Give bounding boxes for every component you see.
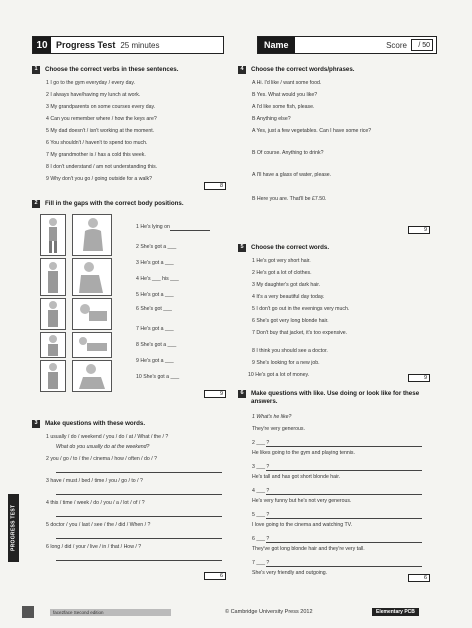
s1-item[interactable]: 8 I don't understand / am not understanding this. bbox=[46, 164, 158, 170]
answer-line[interactable] bbox=[266, 518, 422, 519]
answer-line[interactable] bbox=[56, 560, 222, 561]
footer-code: Elementary PCB bbox=[372, 608, 419, 616]
s4-item[interactable]: B Here you are. That'll be £7.50. bbox=[252, 196, 327, 202]
s5-item[interactable]: 6 She's got very long blonde hair. bbox=[252, 318, 329, 324]
section-3-instruction: Make questions with these words. bbox=[45, 420, 146, 427]
s1-item[interactable]: 4 Can you remember where / how the keys are? bbox=[46, 116, 157, 122]
section-3-heading bbox=[32, 420, 232, 428]
s3-item[interactable]: 2 you / go / to / the / cinema / how / often / do / ? bbox=[46, 456, 158, 462]
body-position-image bbox=[72, 258, 112, 296]
page-footer bbox=[0, 606, 472, 620]
s6-item[interactable]: 6 ___ ? bbox=[252, 536, 270, 542]
s3-item[interactable]: 6 long / did / your / live / in / that / How / ? bbox=[46, 544, 142, 550]
s5-item[interactable]: 8 I think you should see a doctor. bbox=[252, 348, 328, 354]
section-4-number: 4 bbox=[238, 66, 246, 74]
answer-line[interactable] bbox=[266, 446, 422, 447]
s4-item[interactable]: B Yes. What would you like? bbox=[252, 92, 318, 98]
s1-item[interactable]: 1 I go to the gym everyday / every day. bbox=[46, 80, 135, 86]
s6-item[interactable]: 4 ___ ? bbox=[252, 488, 270, 494]
body-position-image bbox=[40, 360, 66, 392]
section-6-instruction: Make questions with like. Use doing or look like for these answers. bbox=[251, 390, 420, 405]
body-position-image bbox=[72, 360, 112, 392]
footer-page-tab bbox=[22, 606, 34, 618]
answer-line[interactable] bbox=[266, 566, 422, 567]
section-4-instruction: Choose the correct words/phrases. bbox=[251, 66, 355, 73]
s6-answer: They've got long blonde hair and they're very tall. bbox=[252, 546, 365, 552]
s2-item[interactable]: 6 She's got ___ bbox=[136, 306, 172, 312]
s3-item[interactable]: 4 this / time / week / do / you / a / lot / of / ? bbox=[46, 500, 145, 506]
s3-example-answer: What do you usually do at the weekend? bbox=[56, 444, 150, 450]
s5-item[interactable]: 2 He's got a lot of clothes. bbox=[252, 270, 312, 276]
s3-item[interactable]: 3 have / must / bed / time / you / go / to / ? bbox=[46, 478, 143, 484]
body-position-image bbox=[72, 214, 112, 256]
section-4-heading bbox=[238, 66, 438, 74]
footer-copyright: © Cambridge University Press 2012 bbox=[225, 609, 313, 615]
s3-score-box[interactable]: 6 bbox=[204, 572, 226, 580]
score-label: Score bbox=[386, 40, 407, 50]
answer-line[interactable] bbox=[266, 470, 422, 471]
s1-item[interactable]: 9 Why don't you go / going outside for a walk? bbox=[46, 176, 152, 182]
answer-line[interactable] bbox=[56, 494, 222, 495]
section-2-heading bbox=[32, 200, 232, 208]
s6-item[interactable]: 3 ___ ? bbox=[252, 464, 270, 470]
s4-item[interactable]: A Hi. I'd like / want some food. bbox=[252, 80, 322, 86]
s6-answer: He likes going to the gym and playing tennis. bbox=[252, 450, 355, 456]
s6-item[interactable]: 7 ___ ? bbox=[252, 560, 270, 566]
s5-item[interactable]: 9 She's looking for a new job. bbox=[252, 360, 320, 366]
s1-item[interactable]: 2 I always have/having my lunch at work. bbox=[46, 92, 141, 98]
s6-score-box[interactable]: 6 bbox=[408, 574, 430, 582]
section-5-number: 5 bbox=[238, 244, 246, 252]
s5-item[interactable]: 4 It's a very beautiful day today. bbox=[252, 294, 325, 300]
section-6-number: 6 bbox=[238, 390, 246, 398]
s4-item[interactable]: B Of course. Anything to drink? bbox=[252, 150, 324, 156]
section-1-number: 1 bbox=[32, 66, 40, 74]
s6-answer: He's tall and has got short blonde hair. bbox=[252, 474, 341, 480]
s1-item[interactable]: 3 My grandparents on some courses every day. bbox=[46, 104, 156, 110]
section-3-number: 3 bbox=[32, 420, 40, 428]
s2-score-box[interactable]: 9 bbox=[204, 390, 226, 398]
footer-series: face2face Second edition bbox=[50, 609, 171, 616]
body-position-image bbox=[72, 298, 112, 330]
s2-item[interactable]: 5 He's got a ___ bbox=[136, 292, 174, 298]
s5-item[interactable]: 7 Don't buy that jacket, it's too expensive. bbox=[252, 330, 348, 336]
s2-item[interactable]: 1 He's lying on bbox=[136, 224, 170, 230]
s6-item[interactable]: 2 ___ ? bbox=[252, 440, 270, 446]
s6-answer: She's very friendly and outgoing. bbox=[252, 570, 328, 576]
s1-item[interactable]: 7 My grandmother is / has a cold this week. bbox=[46, 152, 146, 158]
s5-item[interactable]: 3 My daughter's got dark hair. bbox=[252, 282, 321, 288]
s5-item[interactable]: 1 He's got very short hair. bbox=[252, 258, 311, 264]
answer-line[interactable] bbox=[266, 494, 422, 495]
s1-item[interactable]: 5 My dad doesn't / isn't working at the moment. bbox=[46, 128, 155, 134]
s2-item[interactable]: 8 She's got a ___ bbox=[136, 342, 177, 348]
answer-line[interactable] bbox=[266, 542, 422, 543]
s6-item[interactable]: 5 ___ ? bbox=[252, 512, 270, 518]
answer-line[interactable] bbox=[56, 472, 222, 473]
s2-item[interactable]: 10 She's got a ___ bbox=[136, 374, 180, 380]
s2-item[interactable]: 9 He's got a ___ bbox=[136, 358, 174, 364]
s5-score-box[interactable]: 9 bbox=[408, 374, 430, 382]
s4-item[interactable]: A I'll have a glass of water, please. bbox=[252, 172, 332, 178]
body-position-image bbox=[40, 214, 66, 256]
s4-item[interactable]: B Anything else? bbox=[252, 116, 291, 122]
answer-line[interactable] bbox=[170, 230, 210, 231]
s6-answer: He's very funny but he's not very generous. bbox=[252, 498, 352, 504]
body-position-image bbox=[40, 332, 66, 358]
body-position-image bbox=[72, 332, 112, 358]
s6-answer: They're very generous. bbox=[252, 426, 305, 432]
answer-line[interactable] bbox=[56, 538, 222, 539]
s5-item[interactable]: 10 He's got a lot of money. bbox=[248, 372, 310, 378]
test-duration: 25 minutes bbox=[120, 40, 160, 50]
section-1-heading bbox=[32, 66, 232, 74]
s6-item: 1 What's he like? bbox=[252, 414, 292, 420]
s2-item[interactable]: 4 He's ___ his ___ bbox=[136, 276, 179, 282]
answer-line[interactable] bbox=[56, 516, 222, 517]
body-position-image bbox=[40, 258, 66, 296]
section-2-number: 2 bbox=[32, 200, 40, 208]
s5-item[interactable]: 5 I don't go out in the evenings very much. bbox=[252, 306, 350, 312]
name-score-header bbox=[257, 36, 437, 54]
s6-answer: I love going to the cinema and watching TV. bbox=[252, 522, 353, 528]
s1-item[interactable]: 6 You shouldn't / haven't to spend too much. bbox=[46, 140, 148, 146]
s4-item[interactable]: A Yes, just a few vegetables. Can I have some rice? bbox=[252, 128, 372, 134]
s3-item[interactable]: 5 doctor / you / last / see / the / did / When / ? bbox=[46, 522, 151, 528]
name-label: Name bbox=[258, 37, 295, 53]
section-5-heading bbox=[238, 244, 438, 252]
s2-item[interactable]: 3 He's got a ___ bbox=[136, 260, 174, 266]
body-position-image bbox=[40, 298, 66, 330]
test-header bbox=[32, 36, 224, 54]
s2-item[interactable]: 7 He's got a ___ bbox=[136, 326, 174, 332]
s4-score-box[interactable]: 9 bbox=[408, 226, 430, 234]
s1-score-box[interactable]: 8 bbox=[204, 182, 226, 190]
s4-item[interactable]: A I'd like some fish, please. bbox=[252, 104, 315, 110]
score-total-box[interactable]: / 50 bbox=[411, 39, 433, 51]
test-number: 10 bbox=[33, 37, 51, 53]
section-1-instruction: Choose the correct verbs in these sentences. bbox=[45, 66, 179, 73]
side-tab: PROGRESS TEST bbox=[8, 494, 19, 562]
s2-item[interactable]: 2 She's got a ___ bbox=[136, 244, 177, 250]
section-5-instruction: Choose the correct words. bbox=[251, 244, 330, 251]
section-6-heading bbox=[238, 390, 438, 405]
test-title: Progress Test bbox=[56, 40, 116, 50]
s3-item[interactable]: 1 usually / do / weekend / you / do / at / What / the / ? bbox=[46, 434, 169, 440]
section-2-instruction: Fill in the gaps with the correct body positions. bbox=[45, 200, 184, 207]
